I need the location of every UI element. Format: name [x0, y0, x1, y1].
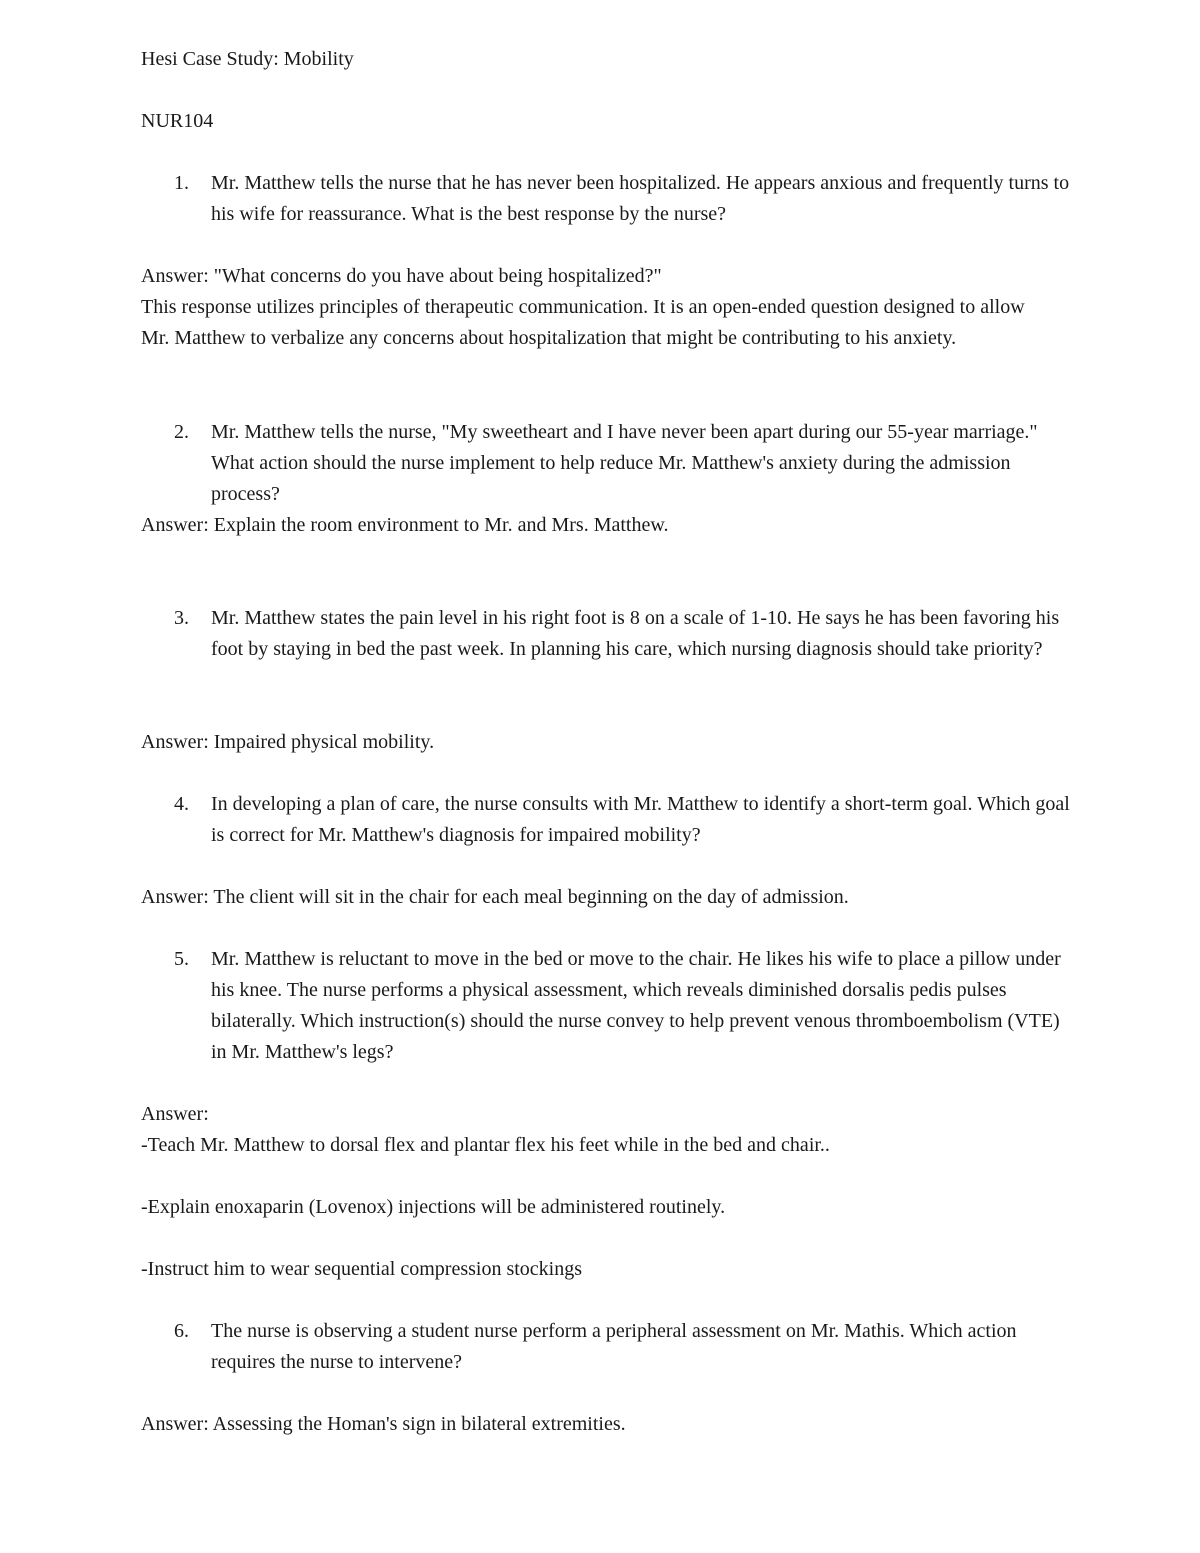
question-number: 6.: [174, 1320, 189, 1342]
question-text: Mr. Matthew tells the nurse that he has never been hospitalized. He appears anxious and frequently turns to his wife for reassurance. What is the best response by the nurse?: [211, 172, 1070, 225]
question-number: 3.: [174, 607, 189, 629]
question-text: Mr. Matthew states the pain level in his right foot is 8 on a scale of 1-10. He says he has been favoring his foot by staying in bed the past week. In planning his care, which nursing diagnosis should take priority?: [211, 607, 1060, 660]
question-text: The nurse is observing a student nurse perform a peripheral assessment on Mr. Mathis. Which action requires the nurse to intervene?: [211, 1320, 1017, 1373]
answer-5-item: -Explain enoxaparin (Lovenox) injections will be administered routinely.: [141, 1196, 726, 1218]
answer-5-item: -Teach Mr. Matthew to dorsal flex and plantar flex his feet while in the bed and chair..: [141, 1134, 830, 1156]
course-code: NUR104: [141, 110, 214, 132]
answer-5-item: -Instruct him to wear sequential compression stockings: [141, 1258, 583, 1280]
document-title: Hesi Case Study: Mobility: [141, 48, 354, 70]
question-text: In developing a plan of care, the nurse consults with Mr. Matthew to identify a short-term goal. Which goal is correct for Mr. Matthew's diagnosis for impaired mobility?: [211, 793, 1070, 846]
question-text: Mr. Matthew is reluctant to move in the bed or move to the chair. He likes his wife to place a pillow under his knee. The nurse performs a physical assessment, which reveals diminished dorsalis pedis pulses bilaterally. Which instruction(s) should the nurse convey to help prevent venous thromboembolism (VTE) in Mr. Matthew's legs?: [211, 948, 1061, 1063]
answer-1: Answer: "What concerns do you have about being hospitalized?": [141, 265, 662, 287]
question-number: 1.: [174, 172, 189, 194]
answer-2: Answer: Explain the room environment to Mr. and Mrs. Matthew.: [141, 514, 669, 536]
answer-3: Answer: Impaired physical mobility.: [141, 731, 435, 753]
answer-5: Answer:: [141, 1103, 209, 1125]
answer-6: Answer: Assessing the Homan's sign in bilateral extremities.: [141, 1413, 626, 1435]
question-number: 2.: [174, 421, 189, 443]
question-number: 5.: [174, 948, 189, 970]
answer-4: Answer: The client will sit in the chair for each meal beginning on the day of admission.: [141, 886, 849, 908]
question-number: 4.: [174, 793, 189, 815]
answer-1-rationale: This response utilizes principles of therapeutic communication. It is an open-ended question designed to allow Mr. Matthew to verbalize any concerns about hospitalization that might be contributing to his anxiety.: [141, 296, 1025, 349]
question-text: Mr. Matthew tells the nurse, "My sweetheart and I have never been apart during our 55-year marriage." What action should the nurse implement to help reduce Mr. Matthew's anxiety during the admission process?: [211, 421, 1038, 505]
